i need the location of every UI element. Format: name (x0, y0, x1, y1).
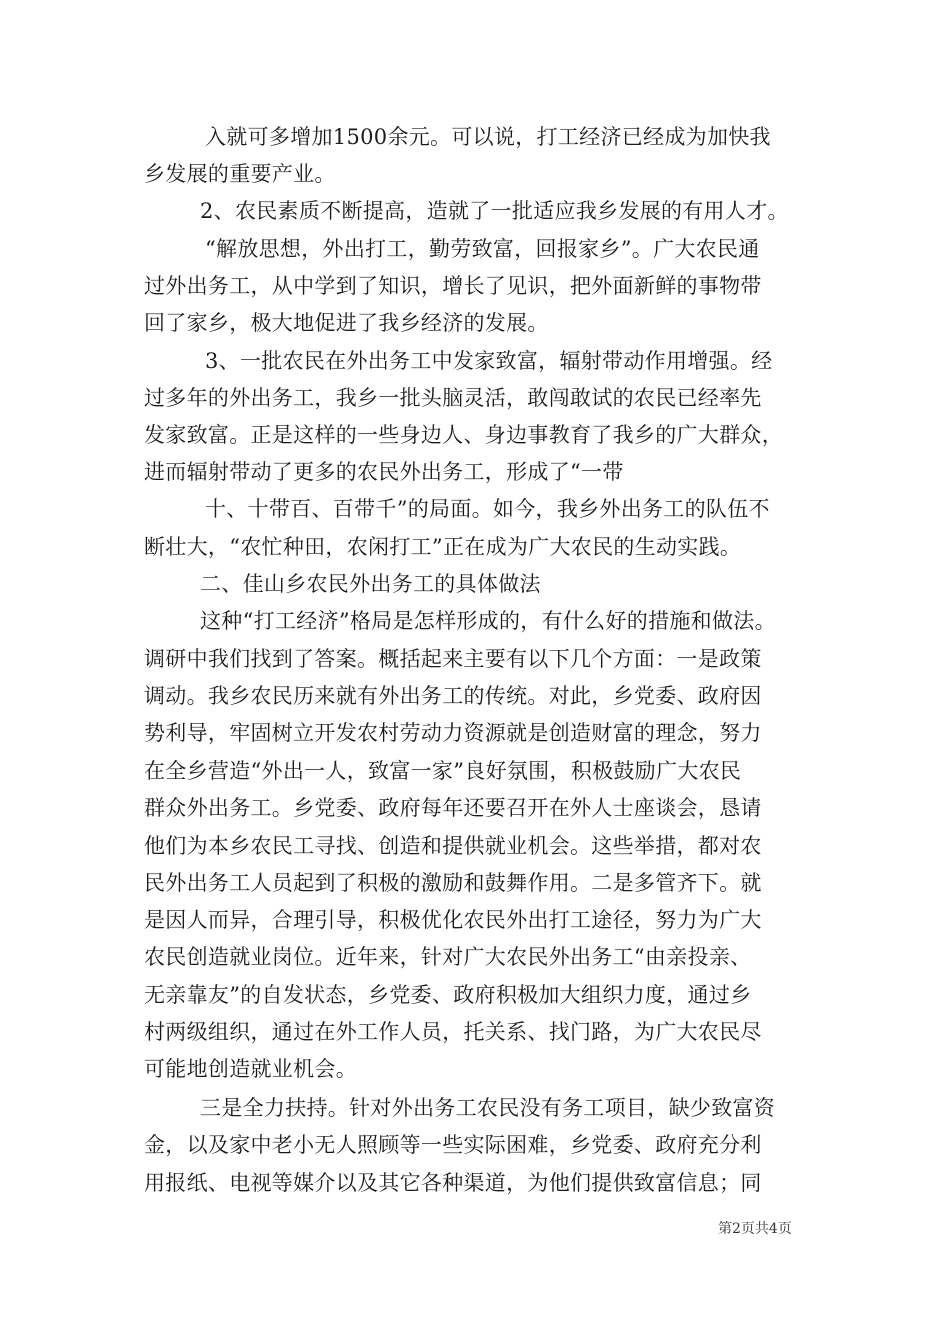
section-heading: 二、佳山乡农民外出务工的具体做法 (200, 572, 541, 596)
text-line: 农民创造就业岗位。近年来，针对广大农民外出务工“由亲投亲、 (144, 945, 752, 969)
text-line: 无亲靠友”的自发状态，乡党委、政府积极加大组织力度，通过乡 (144, 983, 752, 1007)
text-line: 可能地创造就业机会。 (144, 1057, 357, 1081)
text-line: 村两级组织，通过在外工作人员，托关系、找门路，为广大农民尽 (144, 1020, 762, 1044)
text-line: 调动。我乡农民历来就有外出务工的传统。对此，乡党委、政府因 (144, 684, 762, 708)
text-line: 2、农民素质不断提高，造就了一批适应我乡发展的有用人才。 (200, 199, 789, 223)
text-line: 用报纸、电视等媒介以及其它各种渠道，为他们提供致富信息；同 (144, 1171, 762, 1195)
text-line: 三是全力扶持。针对外出务工农民没有务工项目，缺少致富资 (200, 1096, 776, 1120)
text-line: 入就可多增加1500余元。可以说，打工经济已经成为加快我 (205, 125, 771, 149)
text-line: 回了家乡，极大地促进了我乡经济的发展。 (144, 311, 549, 335)
text-line: 进而辐射带动了更多的农民外出务工，形成了“一带 (144, 460, 624, 484)
text-line: 调研中我们找到了答案。概括起来主要有以下几个方面：一是政策 (144, 647, 762, 671)
text-line: 群众外出务工。乡党委、政府每年还要召开在外人士座谈会，恳请 (144, 796, 762, 820)
text-line: 他们为本乡农民工寻找、创造和提供就业机会。这些举措，都对农 (144, 834, 762, 858)
page-indicator: 第2页共4页 (718, 1221, 792, 1237)
text-line: 断壮大，“农忙种田，农闲打工”正在成为广大农民的生动实践。 (144, 535, 742, 559)
text-line: 乡发展的重要产业。 (144, 162, 336, 186)
text-line: 过外出务工，从中学到了知识，增长了见识，把外面新鲜的事物带 (144, 274, 762, 298)
text-line: 是因人而异，合理引导，积极优化农民外出打工途径，努力为广大 (144, 908, 762, 932)
text-line: “解放思想，外出打工，勤劳致富，回报家乡”。广大农民通 (205, 237, 760, 261)
text-line: 金，以及家中老小无人照顾等一些实际困难，乡党委、政府充分利 (144, 1133, 762, 1157)
text-line: 在全乡营造“外出一人，致富一家”良好氛围，积极鼓励广大农民 (144, 759, 742, 783)
text-line: 势利导，牢固树立开发农村劳动力资源就是创造财富的理念，努力 (144, 721, 762, 745)
text-line: 民外出务工人员起到了积极的激励和鼓舞作用。二是多管齐下。就 (144, 871, 762, 895)
text-line: 3、一批农民在外出务工中发家致富，辐射带动作用增强。经 (205, 349, 773, 373)
text-line: 过多年的外出务工，我乡一批头脑灵活，敢闯敢试的农民已经率先 (144, 386, 762, 410)
text-line: 十、十带百、百带千”的局面。如今，我乡外出务工的队伍不 (205, 497, 770, 521)
text-line: 发家致富。正是这样的一些身边人、身边事教育了我乡的广大群众， (144, 423, 783, 447)
text-line: 这种“打工经济”格局是怎样形成的，有什么好的措施和做法。 (200, 609, 776, 633)
